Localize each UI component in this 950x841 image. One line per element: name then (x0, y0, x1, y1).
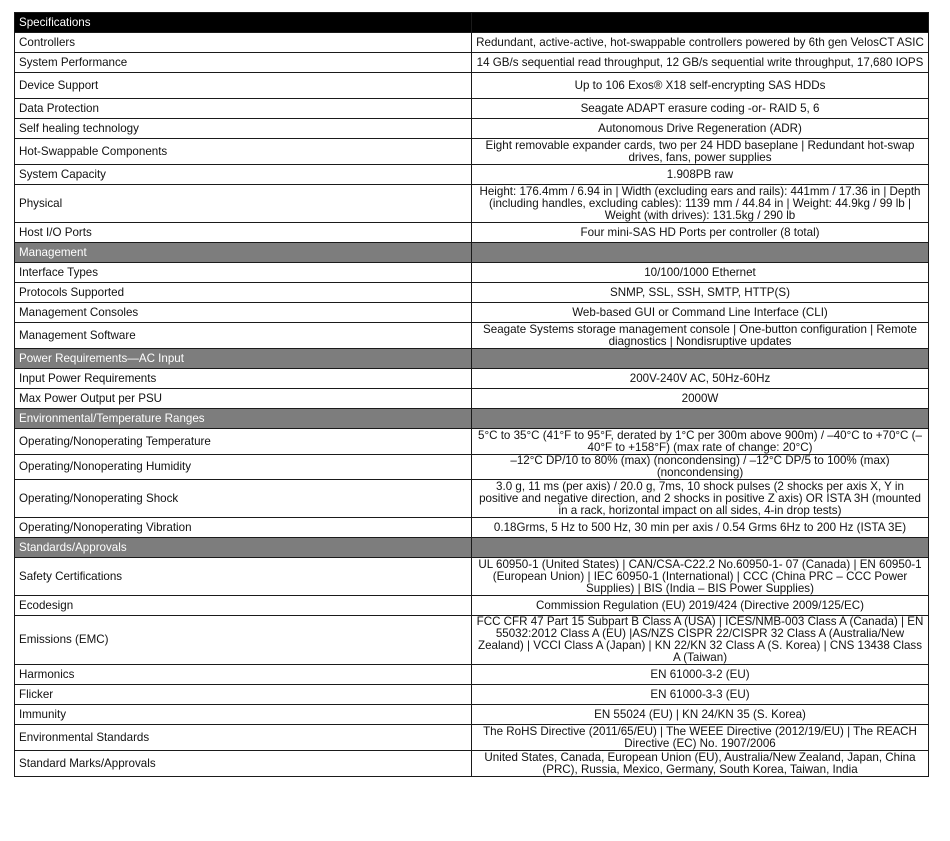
spec-value: Eight removable expander cards, two per 24 HDD baseplane | Redundant hot-swap drives, fans, power supplies (472, 139, 929, 165)
section-header-blank (472, 13, 929, 33)
spec-label: Controllers (15, 33, 472, 53)
table-row (15, 33, 929, 53)
spec-label: Hot-Swappable Components (15, 139, 472, 165)
table-row (15, 165, 929, 185)
section-header-blank (472, 538, 929, 558)
table-row (15, 665, 929, 685)
spec-value: Up to 106 Exos® X18 self-encrypting SAS HDDs (472, 73, 929, 99)
table-row (15, 323, 929, 349)
table-row (15, 139, 929, 165)
spec-label: Self healing technology (15, 119, 472, 139)
spec-label: Operating/Nonoperating Temperature (15, 429, 472, 455)
section-header-blank (472, 349, 929, 369)
table-row (15, 518, 929, 538)
spec-value: Web-based GUI or Command Line Interface (CLI) (472, 303, 929, 323)
spec-label: Immunity (15, 705, 472, 725)
table-row (15, 283, 929, 303)
spec-value: Commission Regulation (EU) 2019/424 (Directive 2009/125/EC) (472, 596, 929, 616)
section-header-blank (472, 409, 929, 429)
table-row (15, 119, 929, 139)
spec-value: 10/100/1000 Ethernet (472, 263, 929, 283)
spec-value: SNMP, SSL, SSH, SMTP, HTTP(S) (472, 283, 929, 303)
table-row (15, 263, 929, 283)
spec-label: Emissions (EMC) (15, 616, 472, 665)
spec-label: Operating/Nonoperating Shock (15, 480, 472, 518)
spec-label: Host I/O Ports (15, 223, 472, 243)
table-row (15, 455, 929, 480)
spec-label: Device Support (15, 73, 472, 99)
spec-value: Redundant, active-active, hot-swappable controllers powered by 6th gen VelosCT ASIC (472, 33, 929, 53)
table-row (15, 751, 929, 777)
section-title: Standards/Approvals (15, 538, 472, 558)
spec-value: The RoHS Directive (2011/65/EU) | The WEEE Directive (2012/19/EU) | The REACH Directive (EC) No. 1907/2006 (472, 725, 929, 751)
spec-value: 5°C to 35°C (41°F to 95°F, derated by 1°C per 300m above 900m) / –40°C to +70°C (–40°F to +158°F) (max rate of change: 20°C) (472, 429, 929, 455)
spec-value: Height: 176.4mm / 6.94 in | Width (excluding ears and rails): 441mm / 17.36 in | Depth (including handles, excluding cables): 1139 mm / 44.84 in | Weight: 44.9kg / 99 lb | Weight (with drives): 131.5kg / 290 lb (472, 185, 929, 223)
spec-value: 0.18Grms, 5 Hz to 500 Hz, 30 min per axis / 0.54 Grms 6Hz to 200 Hz (ISTA 3E) (472, 518, 929, 538)
section-title: Environmental/Temperature Ranges (15, 409, 472, 429)
spec-value: 14 GB/s sequential read throughput, 12 GB/s sequential write throughput, 17,680 IOPS (472, 53, 929, 73)
table-row (15, 705, 929, 725)
spec-label: Input Power Requirements (15, 369, 472, 389)
spec-label: Max Power Output per PSU (15, 389, 472, 409)
spec-label: System Performance (15, 53, 472, 73)
section-header-blank (472, 243, 929, 263)
spec-value: UL 60950-1 (United States) | CAN/CSA-C22.2 No.60950-1- 07 (Canada) | EN 60950-1 (European Union) | IEC 60950-1 (International) | CCC (China PRC – CCC Power Supplies) | BIS (India – BIS Power Supplies) (472, 558, 929, 596)
spec-value: 3.0 g, 11 ms (per axis) / 20.0 g, 7ms, 10 shock pulses (2 shocks per axis X, Y in positive and negative direction, and 2 shocks in positive Z axis) OR ISTA 3H (mounted in a rack, horizontal impact on all sides, 4-in drop tests) (472, 480, 929, 518)
spec-label: Flicker (15, 685, 472, 705)
spec-value: Four mini-SAS HD Ports per controller (8 total) (472, 223, 929, 243)
section-title: Power Requirements—AC Input (15, 349, 472, 369)
spec-label: Standard Marks/Approvals (15, 751, 472, 777)
spec-label: Management Consoles (15, 303, 472, 323)
spec-value: EN 55024 (EU) | KN 24/KN 35 (S. Korea) (472, 705, 929, 725)
spec-label: Operating/Nonoperating Vibration (15, 518, 472, 538)
section-header-management (15, 243, 929, 263)
spec-label: Environmental Standards (15, 725, 472, 751)
section-title: Management (15, 243, 472, 263)
table-row (15, 73, 929, 99)
table-row (15, 616, 929, 665)
table-row (15, 429, 929, 455)
table-row (15, 725, 929, 751)
table-row (15, 223, 929, 243)
spec-value: 1.908PB raw (472, 165, 929, 185)
spec-label: System Capacity (15, 165, 472, 185)
table-row (15, 596, 929, 616)
table-row (15, 685, 929, 705)
spec-label: Interface Types (15, 263, 472, 283)
spec-label: Safety Certifications (15, 558, 472, 596)
spec-value: United States, Canada, European Union (EU), Australia/New Zealand, Japan, China (PRC), Russia, Mexico, Germany, South Korea, Taiwan, India (472, 751, 929, 777)
spec-label: Management Software (15, 323, 472, 349)
spec-label: Harmonics (15, 665, 472, 685)
spec-value: Seagate Systems storage management console | One-button configuration | Remote diagnostics | Nondisruptive updates (472, 323, 929, 349)
spec-label: Protocols Supported (15, 283, 472, 303)
section-header-specifications (15, 13, 929, 33)
spec-value: Autonomous Drive Regeneration (ADR) (472, 119, 929, 139)
table-row (15, 303, 929, 323)
spec-value: –12°C DP/10 to 80% (max) (noncondensing) / –12°C DP/5 to 100% (max) (noncondensing) (472, 455, 929, 480)
spec-label: Ecodesign (15, 596, 472, 616)
table-row (15, 369, 929, 389)
spec-label: Operating/Nonoperating Humidity (15, 455, 472, 480)
section-header-power (15, 349, 929, 369)
spec-value: EN 61000-3-2 (EU) (472, 665, 929, 685)
table-row (15, 389, 929, 409)
section-title: Specifications (15, 13, 472, 33)
spec-value: 2000W (472, 389, 929, 409)
spec-value: 200V-240V AC, 50Hz-60Hz (472, 369, 929, 389)
section-header-environmental (15, 409, 929, 429)
table-row (15, 185, 929, 223)
spec-label: Data Protection (15, 99, 472, 119)
spec-value: Seagate ADAPT erasure coding -or- RAID 5, 6 (472, 99, 929, 119)
table-row (15, 99, 929, 119)
spec-label: Physical (15, 185, 472, 223)
table-row (15, 53, 929, 73)
spec-value: EN 61000-3-3 (EU) (472, 685, 929, 705)
table-row (15, 558, 929, 596)
specifications-table (14, 12, 929, 777)
table-row (15, 480, 929, 518)
spec-value: FCC CFR 47 Part 15 Subpart B Class A (USA) | ICES/NMB-003 Class A (Canada) | EN 55032:2012 Class A (EU) |AS/NZS CISPR 22/CISPR 32 Class A (Australia/New Zealand) | VCCI Class A (Japan) | KN 22/KN 32 Class A (S. Korea) | CNS 13438 Class A (Taiwan) (472, 616, 929, 665)
section-header-standards (15, 538, 929, 558)
